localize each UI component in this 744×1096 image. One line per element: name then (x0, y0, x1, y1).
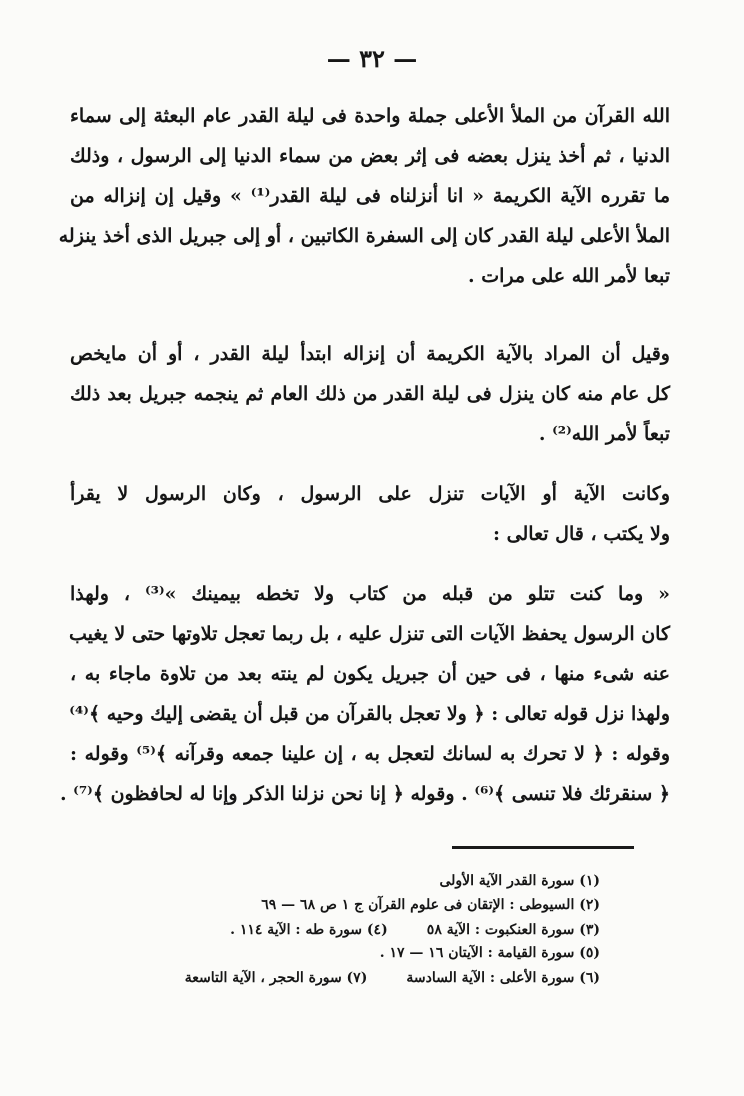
footnote-5: (٥) سورة القيامة : الآيتان ١٦ — ١٧ . (379, 945, 600, 961)
footnote-1: (١) سورة القدر الآية الأولى (439, 873, 600, 889)
text-line: ولا يكتب ، قال تعالى : (493, 523, 670, 545)
paragraph-3 (70, 474, 670, 554)
footnote-row-6-7 (120, 965, 600, 989)
footnote-7: (٧) سورة الحجر ، الآية التاسعة (184, 970, 368, 986)
footnotes (120, 869, 600, 989)
text-line: تبعاً لأمر الله⁽²⁾ . (538, 423, 670, 445)
footnote-3: (٣) سورة العنكبوت : الآية ٥٨ (426, 922, 600, 938)
footnote-row-3-4 (120, 917, 600, 941)
text-line: كل عام منه كان ينزل فى ليلة القدر من ذلك العام ثم ينجمه جبريل بعد ذلك (70, 383, 670, 405)
page-number: — ٣٢ — (326, 44, 418, 73)
footnote-divider (452, 846, 634, 849)
text-line: الدنيا ، ثم أخذ ينزل بعضه فى إثر بعض من سماء الدنيا إلى الرسول ، وذلك (70, 145, 670, 167)
text-line: كان الرسول يحفظ الآيات التى تنزل عليه ، بل ربما تعجل تلاوتها حتى لا يغيب (68, 623, 670, 645)
text-line: وقيل أن المراد بالآية الكريمة أن إنزاله ابتدأ ليلة القدر ، أو أن مايخص (70, 343, 670, 365)
text-line: ﴿ سنقرئك فلا تنسى ﴾⁽⁶⁾ . وقوله ﴿ إنا نحن نزلنا الذكر وإنا له لحافظون ﴾⁽⁷⁾ . (59, 783, 670, 805)
footnote-2: (٢) السيوطى : الإتقان فى علوم القرآن ج ١ ص ٦٨ — ٦٩ (261, 897, 600, 913)
text-line: وكانت الآية أو الآيات تنزل على الرسول ، وكان الرسول لا يقرأ (70, 483, 670, 505)
text-line: عنه شىء منها ، فى حين أن جبريل يكون لم ينته بعد من تلاوة ماجاء به ، (70, 663, 670, 685)
footnote-4: (٤) سورة طه : الآية ١١٤ . (230, 922, 388, 938)
text-line: تبعا لأمر الله على مرات . (468, 265, 670, 287)
paragraph-4 (59, 574, 670, 814)
text-line: « وما كنت تتلو من قبله من كتاب ولا تخطه بيمينك »⁽³⁾ ، ولهذا (70, 583, 670, 605)
paragraph-2 (70, 334, 670, 454)
text-line: الملأ الأعلى ليلة القدر كان إلى السفرة الكاتبين ، أو إلى جبريل الذى أخذ ينزله (58, 225, 670, 247)
text-line: الله القرآن من الملأ الأعلى جملة واحدة فى ليلة القدر عام البعثة إلى سماء (70, 105, 670, 127)
text-line: ما تقرره الآية الكريمة « انا أنزلناه فى ليلة القدر⁽¹⁾ » وقيل إن إنزاله من (70, 185, 671, 207)
paragraph-1 (58, 96, 671, 296)
footnote-6: (٦) سورة الأعلى : الآية السادسة (406, 970, 600, 986)
text-line: وقوله : ﴿ لا تحرك به لسانك لتعجل به ، إن علينا جمعه وقرآنه ﴾⁽⁵⁾ وقوله : (70, 743, 670, 765)
text-line: ولهذا نزل قوله تعالى : ﴿ ولا تعجل بالقرآن من قبل أن يقضى إليك وحيه ﴾⁽⁴⁾ (69, 703, 670, 725)
